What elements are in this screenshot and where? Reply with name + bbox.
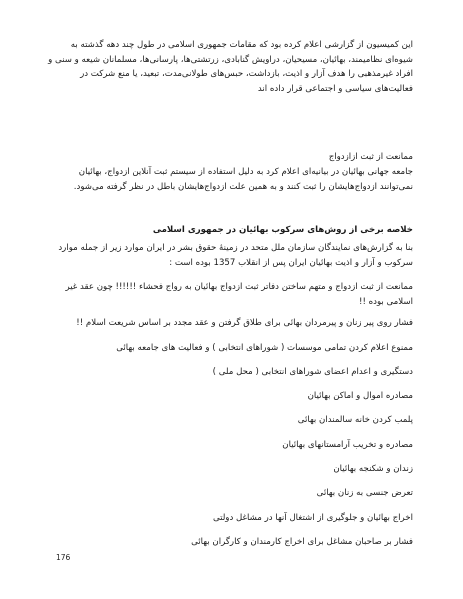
marriage-heading: ممانعت از ثبت ازازدواج bbox=[328, 152, 413, 162]
list-item: فشار روی پیر زنان و پیرمردان بهائی برای طلاق گرفتن و عقد مجدد بر اساس شریعت اسلام !! bbox=[76, 318, 413, 328]
summary-intro: بنا به گزارش‌های نمایندگان سازمان ملل متحد در زمینهٔ حقوق بشر در ایران موارد زیر از جمله موارد سرکوب و آزار و اذیت بهائیان ایران پس از انقلاب 1357 بوده است : bbox=[58, 243, 413, 268]
marriage-paragraph: جامعه جهانی بهائیان در بیانیه‌ای اعلام کرد به دلیل استفاده از سیستم ثبت آنلاین ازدواج، بهائیان نمی‌توانند ازدواج‌هایشان را ثبت کنند و به همین علت ازدواج‌هایشان باطل در نظر گرفته می‌شود. bbox=[73, 167, 413, 192]
list-item: دستگیری و اعدام اعضای شوراهای انتخابی ( محل ملی ) bbox=[212, 367, 413, 377]
list-item: تعرض جنسی به زنان بهائی bbox=[316, 488, 413, 498]
list-item: مصادره اموال و اماکن بهائیان bbox=[307, 391, 413, 401]
list-item: اخراج بهائیان و جلوگیری از اشتغال آنها در مشاغل دولتی bbox=[212, 513, 413, 523]
list-item: ممانعت از ثبت ازدواج و متهم ساختن دفاتر ثبت ازدواج بهائیان به رواج فحشاء !!!!!! چون عقد غیر اسلامی بوده !! bbox=[65, 282, 413, 307]
page-number: 176 bbox=[56, 553, 71, 562]
intro-paragraph: این کمیسیون از گزارشی اعلام کرده بود که مقامات جمهوری اسلامی در طول چند دهه گذشته به شیوه‌ای نظامیمند، بهائیان، مسیحیان، دراویش گنابادی، زرتشتی‌ها، پارسانی‌ها، مسلمانان شیعه و سنی و افراد غیرمذهبی را هدف آزار و اذیت، بازداشت، حبس‌های طولانی‌مدت، تبعید، یا منع شرکت در فعالیت‌های سیاسی و اجتماعی قرار داده اند bbox=[48, 40, 413, 94]
list-item: زندان و شکنجه بهائیان bbox=[333, 464, 413, 474]
list-item: مصادره و تخریب آرامستانهای بهائیان bbox=[282, 440, 413, 450]
summary-heading: خلاصه برخی از روش‌های سرکوب بهائیان در جمهوری اسلامی bbox=[152, 225, 413, 235]
list-item: ممنوع اعلام کردن تمامی موسسات ( شوراهای انتخابی ) و فعالیت های جامعه بهائی bbox=[116, 343, 413, 353]
list-item: فشار بر صاحبان مشاغل برای اخراج کارمندان و کارگران بهائی bbox=[191, 537, 413, 547]
list-item: پلمب کردن خانه سالمندان بهائی bbox=[297, 415, 413, 425]
